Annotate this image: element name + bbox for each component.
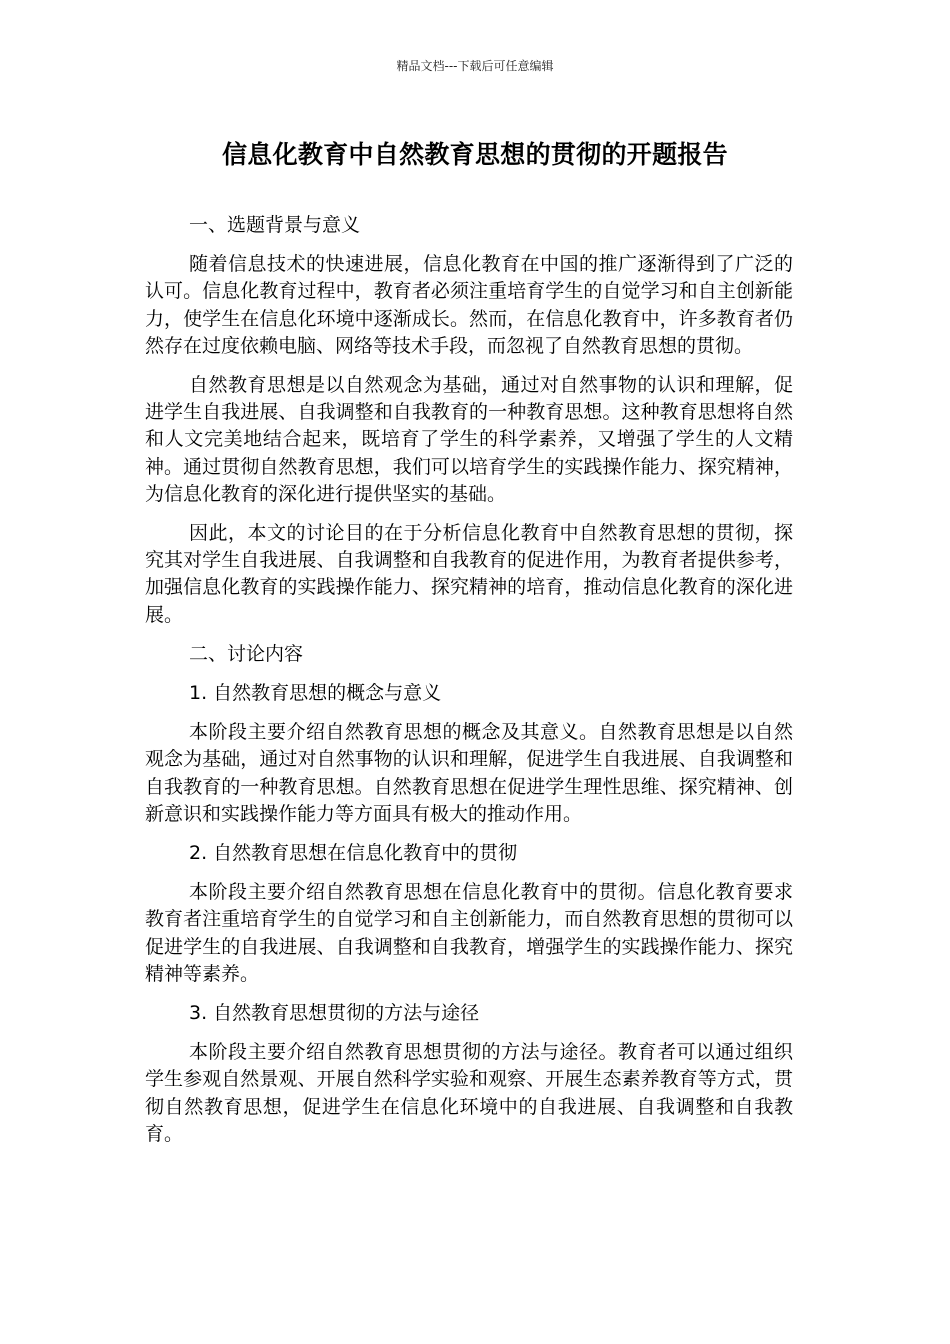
section-heading-content: 二、讨论内容 [189,642,304,665]
paragraph: 自然教育思想是以自然观念为基础，通过对自然事物的认识和理解，促进学生自我进展、自我调整和自我教育的一种教育思想。这种教育思想将自然和人文完美地结合起来，既培育了学生的科学素养，又增强了学生的人文精神。通过贯彻自然教育思想，我们可以培育学生的实践操作能力、探究精神，为信息化教育的深化进行提供坚实的基础。 [145,374,793,505]
subsection-heading-2: 2. 自然教育思想在信息化教育中的贯彻 [189,842,518,865]
section-heading-background: 一、选题背景与意义 [189,214,361,236]
paragraph: 本阶段主要介绍自然教育思想在信息化教育中的贯彻。信息化教育要求教育者注重培育学生的自觉学习和自主创新能力，而自然教育思想的贯彻可以促进学生的自我进展、自我调整和自我教育，增强学生的实践操作能力、探究精神等素养。 [145,881,793,985]
document-title: 信息化教育中自然教育思想的贯彻的开题报告 [221,140,728,169]
subsection-heading-3: 3. 自然教育思想贯彻的方法与途径 [189,1002,480,1025]
paragraph: 随着信息技术的快速进展，信息化教育在中国的推广逐渐得到了广泛的认可。信息化教育过程中，教育者必须注重培育学生的自觉学习和自主创新能力，使学生在信息化环境中逐渐成长。然而，在信息化教育中，许多教育者仍然存在过度依赖电脑、网络等技术手段，而忽视了自然教育思想的贯彻。 [145,253,793,357]
document-body [145,212,793,1160]
header-note: 精品文档---下载后可任意编辑 [396,59,554,73]
paragraph: 因此，本文的讨论目的在于分析信息化教育中自然教育思想的贯彻，探究其对学生自我进展、自我调整和自我教育的促进作用，为教育者提供参考，加强信息化教育的实践操作能力、探究精神的培育，推动信息化教育的深化进展。 [145,522,793,626]
paragraph: 本阶段主要介绍自然教育思想贯彻的方法与途径。教育者可以通过组织学生参观自然景观、开展自然科学实验和观察、开展生态素养教育等方式，贯彻自然教育思想，促进学生在信息化环境中的自我进展、自我调整和自我教育。 [145,1041,793,1145]
paragraph: 本阶段主要介绍自然教育思想的概念及其意义。自然教育思想是以自然观念为基础，通过对自然事物的认识和理解，促进学生自我进展、自我调整和自我教育的一种教育思想。自然教育思想在促进学生理性思维、探究精神、创新意识和实践操作能力等方面具有极大的推动作用。 [145,721,793,825]
subsection-heading-1: 1. 自然教育思想的概念与意义 [189,682,442,705]
